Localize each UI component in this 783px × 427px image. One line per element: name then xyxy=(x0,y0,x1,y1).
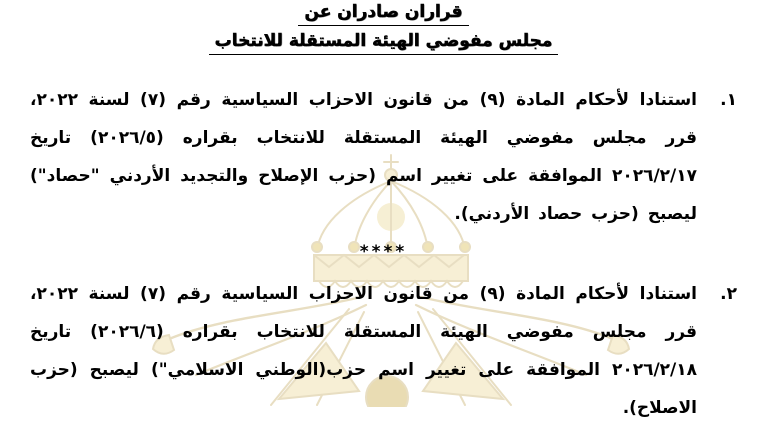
document-title-block xyxy=(30,1,737,55)
title-line-1 xyxy=(30,1,737,26)
document-title-line1: قراران صادران عن xyxy=(298,1,468,26)
decision-2-text: استنادا لأحكام المادة (٩) من قانون الاحزاب السياسية رقم (٧) لسنة ٢٠٢٢، قرر مجلس مفوضي الهيئة المستقلة للانتخاب بقراره (٢٠٢٦/٦) تاريخ ٢٠٢٦/٢/١٨ الموافقة على تغيير اسم حزب(الوطني الاسلامي") ليصبح (حزب الاصلاح). xyxy=(30,284,697,418)
decision-item-1 xyxy=(30,81,737,233)
decision-1-number: ١. xyxy=(720,90,737,110)
document-title-line2: مجلس مفوضي الهيئة المستقلة للانتخاب xyxy=(209,30,559,55)
decision-1-text: استنادا لأحكام المادة (٩) من قانون الاحزاب السياسية رقم (٧) لسنة ٢٠٢٢، قرر مجلس مفوضي الهيئة المستقلة للانتخاب بقراره (٢٠٢٦/٥) تاريخ ٢٠٢٦/٢/١٧ الموافقة على تغيير اسم (حزب الإصلاح والتجديد الأردني "حصاد") ليصبح (حزب حصاد الأردني). xyxy=(30,90,697,224)
asterisk-separator: **** xyxy=(359,242,408,262)
decision-2-number: ٢. xyxy=(720,284,737,304)
decision-item-2 xyxy=(30,275,737,427)
title-line-2 xyxy=(30,30,737,55)
